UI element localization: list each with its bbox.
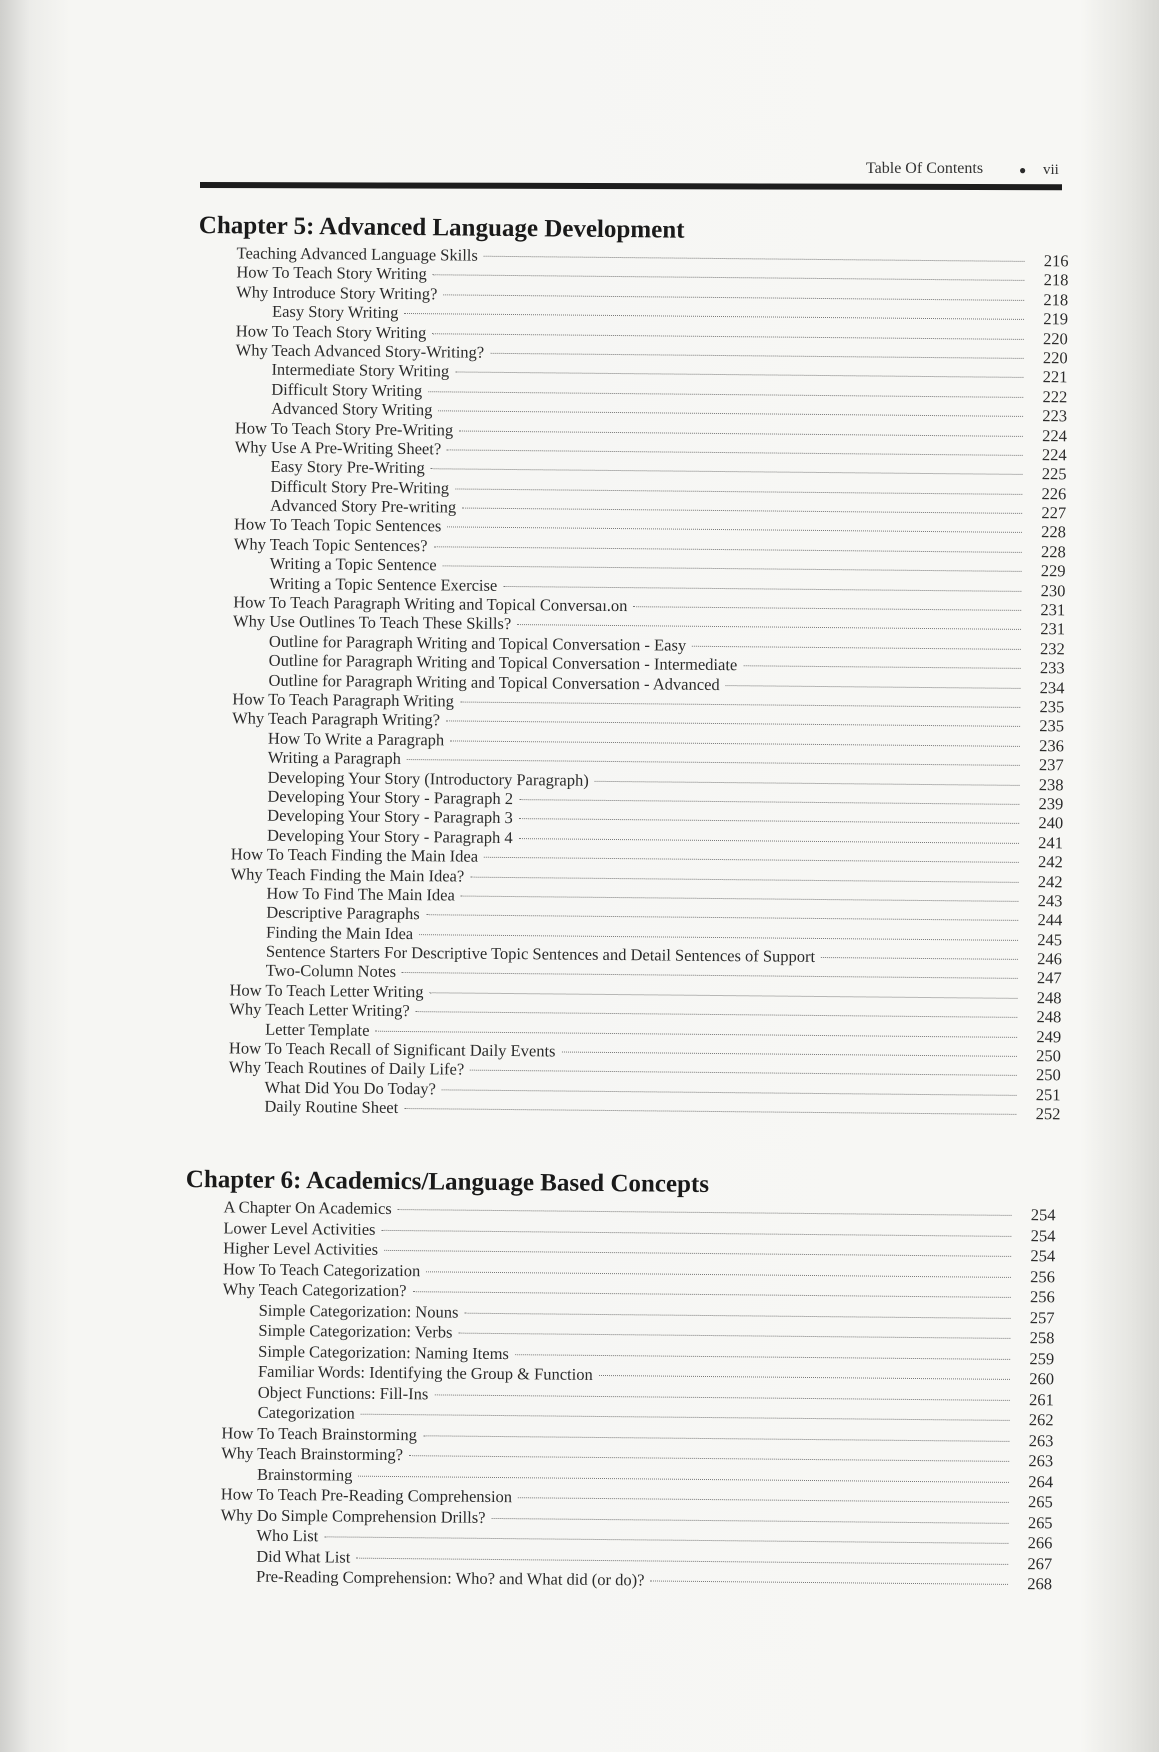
toc-entry-title: How To Teach Story Pre-Writing (234, 417, 454, 439)
dot-leader (464, 1312, 1010, 1318)
toc-entry-title: Did What List (256, 1546, 351, 1567)
dot-leader (650, 1580, 1008, 1584)
toc-entry-title: Outline for Paragraph Writing and Topical Conversation - Intermediate (268, 650, 738, 675)
dot-leader (426, 1271, 1011, 1278)
dot-leader (384, 1250, 1011, 1257)
dot-leader (692, 646, 1021, 650)
toc-entry-page: 256 (1030, 1266, 1056, 1286)
chapter-title: Chapter 5: Advanced Language Development (198, 212, 685, 244)
toc-entry-page: 229 (1040, 561, 1066, 581)
toc-entry-page: 247 (1036, 968, 1062, 988)
toc-list (182, 1197, 1056, 1595)
toc-entry-title: Brainstorming (256, 1464, 353, 1485)
toc-entry-title: Why Introduce Story Writing? (236, 282, 438, 304)
toc-entry-page: 244 (1037, 910, 1063, 930)
dot-leader (484, 256, 1025, 262)
toc-entry-title: Sentence Starters For Descriptive Topic Sentences and Detail Sentences of Support (265, 941, 816, 967)
dot-leader (459, 430, 1023, 436)
toc-entry-page: 259 (1029, 1348, 1055, 1368)
dot-leader (455, 372, 1023, 378)
dot-leader (431, 469, 1023, 476)
dot-leader (519, 838, 1019, 844)
toc-entry-page: 221 (1042, 367, 1068, 387)
toc-entry-page: 232 (1040, 638, 1065, 659)
toc-entry-title: Developing Your Story (Introductory Paragraph) (267, 767, 589, 790)
dot-leader (470, 876, 1018, 882)
toc-entry-title: Descriptive Paragraphs (266, 902, 420, 924)
toc-entry-page: 248 (1036, 987, 1062, 1008)
toc-entry-title: Why Teach Paragraph Writing? (232, 708, 441, 730)
toc-entry-page: 224 (1041, 445, 1067, 465)
toc-entry-page: 242 (1037, 852, 1063, 872)
toc-entry-page: 243 (1037, 890, 1063, 911)
dot-leader (595, 780, 1020, 785)
header-rule (200, 182, 1062, 190)
toc-entry-page: 225 (1041, 464, 1067, 484)
dot-leader (743, 665, 1020, 669)
dot-leader (462, 508, 1022, 514)
dot-leader (412, 1291, 1010, 1298)
toc-entry-page: 268 (1027, 1574, 1053, 1594)
dot-leader (561, 1052, 1016, 1057)
toc-entry-title: How To Write a Paragraph (267, 728, 445, 750)
toc-entry-title: How To Teach Story Writing (236, 262, 427, 284)
dot-leader (433, 275, 1025, 282)
toc-entry-title: Outline for Paragraph Writing and Topical Conversation - Advanced (268, 670, 720, 694)
toc-entry-title: Simple Categorization: Naming Items (258, 1341, 509, 1363)
toc-entry-title: Why Teach Advanced Story-Writing? (235, 340, 485, 362)
toc-entry-title: What Did You Do Today? (264, 1077, 437, 1099)
dot-leader (382, 1229, 1012, 1236)
dot-leader (409, 1455, 1009, 1462)
toc-entry-page: 228 (1040, 541, 1066, 562)
dot-leader (460, 702, 1020, 708)
dot-leader (519, 818, 1019, 824)
toc-entry-page: 254 (1030, 1225, 1056, 1245)
dot-leader (423, 1435, 1009, 1442)
toc-entry-page: 226 (1041, 483, 1067, 504)
toc-entry-title: Teaching Advanced Language Skills (236, 243, 478, 265)
toc-entry-page: 227 (1041, 503, 1067, 523)
dot-leader (443, 566, 1022, 573)
dot-leader (455, 488, 1022, 494)
toc-entry-title: Developing Your Story - Paragraph 4 (266, 825, 513, 847)
toc-entry-title: How To Teach Categorization (222, 1258, 421, 1280)
toc-entry-page: 241 (1038, 832, 1064, 853)
toc-entry-title: Why Use Outlines To Teach These Skills? (232, 611, 512, 634)
toc-entry-title: Easy Story Writing (271, 301, 399, 323)
toc-entry-title: Difficult Story Pre-Writing (270, 476, 450, 498)
toc-entry-title: Simple Categorization: Nouns (258, 1300, 459, 1322)
dot-leader (442, 1089, 1017, 1096)
dot-leader (446, 721, 1020, 728)
dot-leader (503, 586, 1021, 592)
dot-leader (356, 1557, 1008, 1564)
toc-entry-page: 231 (1040, 619, 1066, 639)
toc-entry-page: 220 (1042, 348, 1068, 368)
toc-entry-page: 262 (1028, 1410, 1054, 1430)
toc-entry-title: Why Teach Categorization? (222, 1279, 407, 1301)
dot-leader (450, 740, 1020, 746)
toc-entry-title: How To Teach Pre-Reading Comprehension (220, 1484, 513, 1507)
dot-leader (428, 391, 1023, 398)
toc-entry-page: 257 (1029, 1307, 1055, 1327)
dot-leader (458, 1333, 1010, 1339)
dot-leader (517, 624, 1021, 630)
toc-entry-title: Developing Your Story - Paragraph 3 (267, 806, 513, 828)
toc-entry-title: How To Teach Paragraph Writing (232, 689, 454, 711)
dot-leader (461, 895, 1019, 901)
dot-leader (519, 799, 1019, 805)
toc-entry-title: Two-Column Notes (265, 961, 397, 982)
chapter-6-section (182, 1166, 1056, 1595)
dot-leader (402, 972, 1018, 979)
dot-leader (404, 1108, 1016, 1115)
dot-leader (484, 857, 1019, 863)
toc-entry-title: How To Teach Brainstorming (221, 1422, 418, 1444)
dot-leader (470, 1070, 1017, 1076)
toc-entry-title: A Chapter On Academics (223, 1197, 392, 1218)
toc-entry-title: Advanced Story Writing (271, 398, 433, 420)
toc-entry-page: 250 (1036, 1046, 1062, 1066)
toc-entry-title: Categorization (257, 1402, 355, 1423)
toc-entry-page: 216 (1043, 251, 1069, 271)
toc-entry-title: How To Teach Finding the Main Idea (230, 844, 479, 866)
toc-entry-title: Intermediate Story Writing (271, 360, 450, 381)
toc-list (190, 243, 1068, 1124)
toc-entry-page: 265 (1027, 1512, 1053, 1532)
toc-entry-page: 224 (1042, 425, 1067, 445)
dot-leader (518, 1497, 1009, 1503)
toc-entry-title: How To Teach Story Writing (235, 320, 427, 342)
toc-entry-page: 222 (1042, 386, 1068, 407)
toc-entry-page: 256 (1029, 1287, 1055, 1307)
toc-entry-page: 249 (1036, 1026, 1062, 1046)
toc-entry-page: 261 (1028, 1389, 1054, 1409)
toc-entry-page: 242 (1037, 871, 1063, 891)
toc-entry-title: Daily Routine Sheet (264, 1096, 399, 1118)
toc-entry-title: How To Teach Paragraph Writing and Topical Conversaı.on (233, 592, 628, 616)
toc-entry-page: 235 (1039, 716, 1065, 736)
toc-entry-page: 264 (1028, 1471, 1054, 1491)
running-title: Table Of Contents (866, 160, 984, 177)
toc-entry-page: 235 (1039, 697, 1065, 717)
toc-entry-title: Developing Your Story - Paragraph 2 (267, 786, 514, 808)
toc-entry-page: 250 (1035, 1065, 1061, 1085)
toc-entry-page: 230 (1040, 580, 1066, 600)
toc-entry-page: 219 (1043, 309, 1069, 329)
dot-leader (492, 1517, 1009, 1523)
dot-leader (324, 1536, 1008, 1544)
toc-entry-page: 238 (1038, 774, 1064, 794)
toc-entry-page: 246 (1037, 949, 1062, 969)
toc-entry-title: Writing a Topic Sentence Exercise (269, 573, 498, 595)
dot-leader (398, 1209, 1012, 1216)
toc-entry-page: 260 (1029, 1369, 1055, 1389)
dot-leader (430, 992, 1018, 999)
toc-entry-title: Pre-Reading Comprehension: Who? and What did (or do)? (255, 1566, 645, 1590)
toc-entry-title: Why Do Simple Comprehension Drills? (220, 1504, 486, 1527)
toc-entry-title: Familiar Words: Identifying the Group & Function (257, 1361, 593, 1384)
dot-leader (407, 759, 1020, 766)
toc-entry-title: How To Teach Recall of Significant Daily Events (228, 1038, 556, 1061)
dot-leader (361, 1414, 1010, 1421)
dot-leader (515, 1354, 1010, 1360)
toc-entry-title: Why Teach Routines of Daily Life? (228, 1057, 465, 1079)
toc-entry-page: 236 (1039, 735, 1065, 756)
toc-entry-title: Object Functions: Fill-Ins (257, 1382, 429, 1403)
toc-entry-title: How To Teach Topic Sentences (233, 514, 442, 536)
dot-leader (490, 353, 1023, 359)
toc-entry-page: 254 (1030, 1246, 1056, 1266)
toc-entry-page: 263 (1028, 1430, 1054, 1450)
dot-leader (599, 1375, 1010, 1380)
toc-entry-title: Outline for Paragraph Writing and Topical Conversation - Easy (268, 631, 687, 655)
toc-entry-title: Why Teach Finding the Main Idea? (230, 863, 465, 886)
toc-entry-page: 267 (1027, 1553, 1053, 1573)
dot-leader (432, 333, 1024, 340)
toc-entry-page: 237 (1038, 755, 1064, 775)
dot-leader (438, 410, 1023, 417)
toc-entry-title: How To Find The Main Idea (266, 883, 455, 905)
dot-leader (447, 449, 1023, 456)
toc-entry-page: 218 (1043, 289, 1069, 310)
toc-entry-page: 266 (1027, 1533, 1053, 1553)
dot-leader (821, 957, 1018, 960)
toc-entry-page: 252 (1035, 1104, 1061, 1124)
toc-entry-page: 265 (1027, 1492, 1053, 1512)
toc-entry-page: 239 (1038, 794, 1064, 814)
toc-entry-page: 258 (1029, 1328, 1055, 1348)
toc-entry-page: 233 (1039, 658, 1065, 678)
toc-entry-title: How To Teach Letter Writing (229, 980, 424, 1002)
toc-entry-page: 218 (1043, 270, 1069, 290)
dot-leader (419, 934, 1018, 941)
toc-entry-page: 254 (1030, 1205, 1056, 1225)
toc-entry-title: Finding the Main Idea (266, 922, 414, 943)
toc-entry-title: Why Teach Brainstorming? (221, 1443, 404, 1465)
toc-entry-title: Advanced Story Pre-writing (270, 495, 457, 517)
toc-entry-page: 234 (1039, 677, 1065, 697)
toc-entry-page: 263 (1028, 1451, 1054, 1471)
dot-leader (447, 527, 1022, 534)
bullet-icon: ● (1019, 163, 1027, 177)
toc-entry-title: Who List (256, 1525, 319, 1546)
toc-entry-title: Lower Level Activities (223, 1217, 376, 1239)
dot-leader (426, 914, 1018, 921)
toc-entry-page: 231 (1040, 600, 1066, 620)
chapter-title: Chapter 6: Academics/Language Based Concepts (185, 1166, 710, 1199)
toc-entry-page: 240 (1038, 813, 1064, 833)
toc-entry-page: 251 (1035, 1084, 1061, 1105)
page-number: vii (1043, 162, 1059, 178)
toc-entry-title: Higher Level Activities (223, 1238, 379, 1259)
chapter-5-section (190, 212, 1069, 1124)
toc-entry-title: Why Teach Topic Sentences? (233, 534, 428, 556)
toc-entry-page: 220 (1042, 328, 1068, 348)
dot-leader (443, 294, 1024, 301)
dot-leader (633, 606, 1021, 611)
toc-entry-title: Writing a Topic Sentence (269, 553, 437, 575)
toc-entry-title: Letter Template (265, 1019, 370, 1040)
toc-entry-title: Writing a Paragraph (267, 747, 401, 769)
dot-leader (433, 546, 1021, 553)
toc-entry-title: Difficult Story Writing (271, 379, 423, 400)
dot-leader (358, 1475, 1009, 1482)
dot-leader (726, 685, 1021, 689)
toc-entry-title: Simple Categorization: Verbs (258, 1320, 453, 1342)
toc-entry-title: Why Use A Pre-Writing Sheet? (234, 437, 442, 459)
toc-entry-title: Why Teach Letter Writing? (229, 999, 410, 1021)
toc-entry-page: 228 (1041, 522, 1067, 542)
dot-leader (416, 1011, 1018, 1018)
dot-leader (404, 313, 1024, 320)
toc-entry-page: 248 (1036, 1007, 1062, 1027)
dot-leader (376, 1030, 1018, 1037)
toc-entry-page: 245 (1037, 929, 1063, 949)
toc-entry-title: Easy Story Pre-Writing (270, 456, 425, 478)
page-header (0, 160, 1159, 190)
toc-entry-page: 223 (1042, 406, 1068, 426)
dot-leader (434, 1394, 1009, 1401)
